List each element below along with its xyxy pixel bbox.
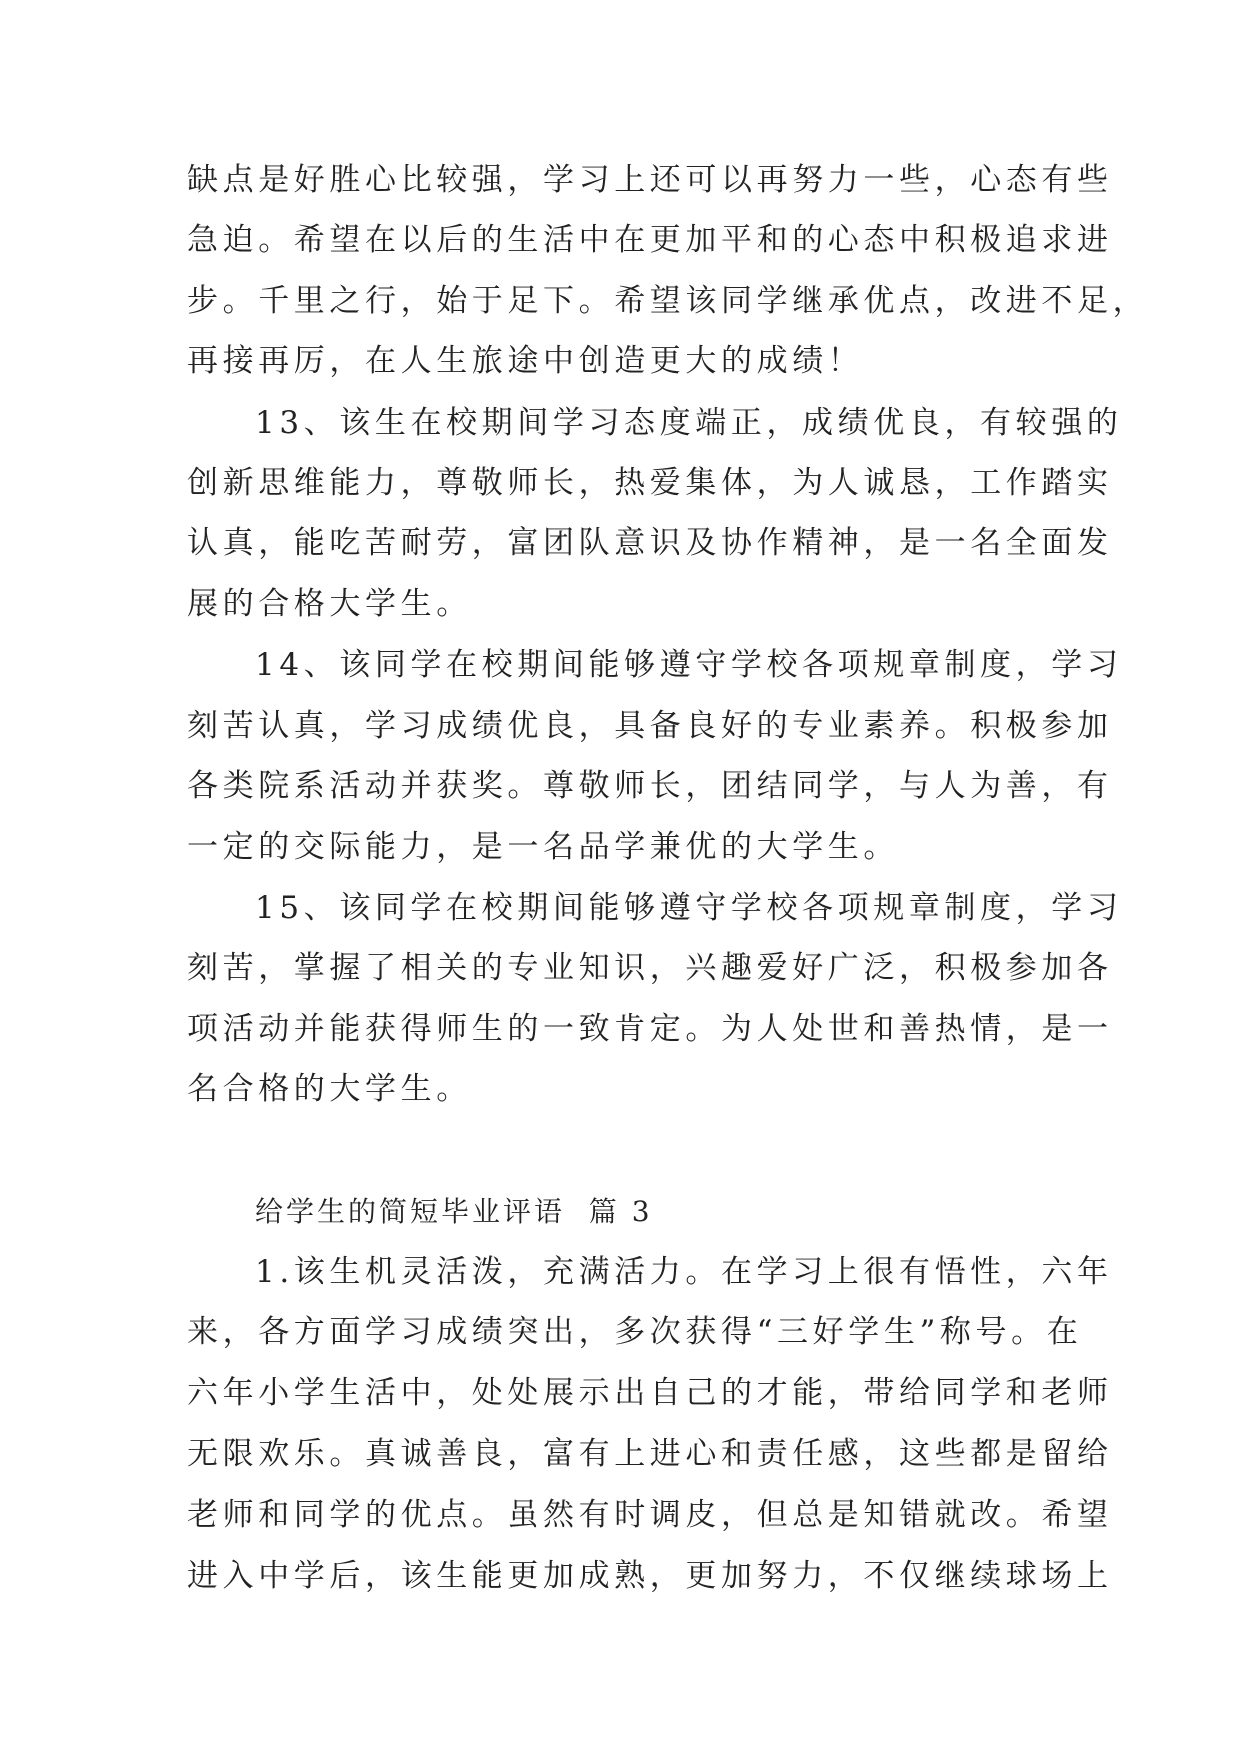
paragraph-1-first-line: 1.该生机灵活泼，充满活力。在学习上很有悟性，六年 xyxy=(255,1254,1113,1290)
text-line: 急迫。希望在以后的生活中在更加平和的心态中积极追求进 xyxy=(187,222,1113,258)
text-line: 老师和同学的优点。虽然有时调皮，但总是知错就改。希望 xyxy=(187,1497,1113,1533)
paragraph-15-first-line: 15、该同学在校期间能够遵守学校各项规章制度，学习 xyxy=(255,890,1123,926)
text-line: 认真，能吃苦耐劳，富团队意识及协作精神，是一名全面发 xyxy=(187,525,1113,561)
text-line: 刻苦，掌握了相关的专业知识，兴趣爱好广泛，积极参加各 xyxy=(187,950,1113,986)
text-line: 创新思维能力，尊敬师长，热爱集体，为人诚恳，工作踏实 xyxy=(187,465,1113,501)
paragraph-14-first-line: 14、该同学在校期间能够遵守学校各项规章制度，学习 xyxy=(255,647,1123,683)
text-line: 六年小学生活中，处处展示出自己的才能，带给同学和老师 xyxy=(187,1375,1113,1411)
text-line: 来，各方面学习成绩突出，多次获得“三好学生”称号。在 xyxy=(187,1314,1083,1350)
text-line: 进入中学后，该生能更加成熟，更加努力，不仅继续球场上 xyxy=(187,1558,1113,1594)
section-heading: 给学生的简短毕业评语 篇 3 xyxy=(255,1195,653,1228)
paragraph-13-first-line: 13、该生在校期间学习态度端正，成绩优良，有较强的 xyxy=(255,405,1123,441)
text-line: 缺点是好胜心比较强，学习上还可以再努力一些，心态有些 xyxy=(187,162,1113,198)
text-line: 项活动并能获得师生的一致肯定。为人处世和善热情，是一 xyxy=(187,1011,1113,1047)
text-line: 一定的交际能力，是一名品学兼优的大学生。 xyxy=(187,829,899,865)
text-line: 无限欢乐。真诚善良，富有上进心和责任感，这些都是留给 xyxy=(187,1436,1113,1472)
text-line: 名合格的大学生。 xyxy=(187,1071,472,1107)
text-line: 各类院系活动并获奖。尊敬师长，团结同学，与人为善，有 xyxy=(187,768,1113,804)
text-line: 刻苦认真，学习成绩优良，具备良好的专业素养。积极参加 xyxy=(187,708,1113,744)
text-line: 展的合格大学生。 xyxy=(187,586,472,622)
text-line: 再接再厉，在人生旅途中创造更大的成绩！ xyxy=(187,343,864,379)
text-line: 步。千里之行，始于足下。希望该同学继承优点，改进不足， xyxy=(187,283,1149,319)
